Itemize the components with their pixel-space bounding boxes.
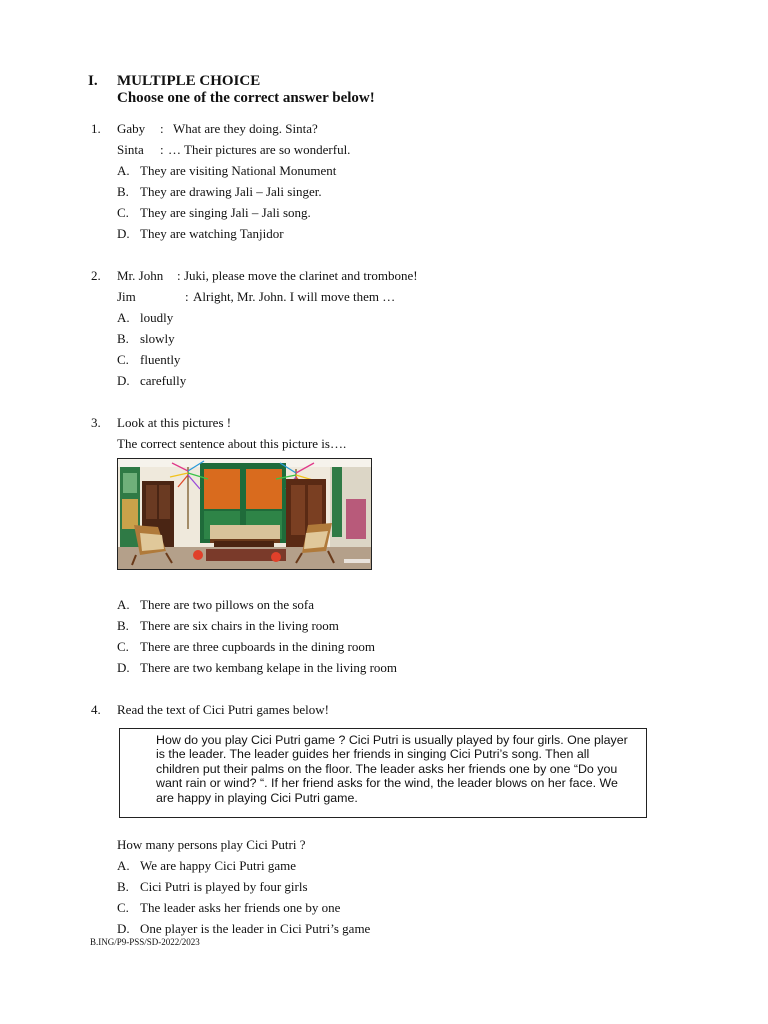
answer-option-c[interactable]: C. fluently [117,352,181,367]
dialogue-separator: : [160,121,164,136]
question-prompt: Read the text of Cici Putri games below! [117,702,329,717]
answer-option-d[interactable]: D. One player is the leader in Cici Putri’s game [117,921,371,936]
answer-option-a[interactable]: A. There are two pillows on the sofa [117,597,315,612]
answer-option-c[interactable]: C. The leader asks her friends one by one [117,900,341,915]
answer-option-d[interactable]: D. They are watching Tanjidor [117,226,284,241]
question-text: How many persons play Cici Putri ? [117,837,306,852]
dialogue-separator: : [185,289,189,304]
answer-option-b[interactable]: B. There are six chairs in the living room [117,618,339,633]
answer-option-c[interactable]: C. They are singing Jali – Jali song. [117,205,311,220]
question-number: 1. [91,121,101,136]
reading-passage: How do you play Cici Putri game ? Cici Putri is usually played by four girls. One player is the leader. The leader guides her friends in singing Cici Putri’s song. Then all children put their palms on the floor. The leader asks her friends one by one “Do you want rain or wind? “. If her friend asks for the wind, the leader blows on her face. We are happy in playing Cici Putri game. [156,733,628,805]
answer-option-b[interactable]: B. slowly [117,331,175,346]
dialogue-text: Juki, please move the clarinet and trombone! [184,268,418,283]
answer-option-b[interactable]: B. They are drawing Jali – Jali singer. [117,184,322,199]
answer-option-d[interactable]: D. carefully [117,373,187,388]
section-number: I. [88,73,98,89]
answer-option-b[interactable]: B. Cici Putri is played by four girls [117,879,308,894]
dialogue-separator: : [160,142,164,157]
page-footer: B.ING/P9-PSS/SD-2022/2023 [90,937,200,947]
question-prompt-2: The correct sentence about this picture is…. [117,436,347,451]
answer-option-c[interactable]: C. There are three cupboards in the dining room [117,639,375,654]
reading-passage-box [119,728,647,818]
living-room-photo [117,458,372,570]
question-prompt: Look at this pictures ! [117,415,232,430]
answer-option-a[interactable]: A. We are happy Cici Putri game [117,858,296,873]
dialogue-text: What are they doing. Sinta? [173,121,318,136]
answer-option-a[interactable]: A. They are visiting National Monument [117,163,337,178]
answer-option-d[interactable]: D. There are two kembang kelape in the living room [117,660,398,675]
answer-option-a[interactable]: A. loudly [117,310,174,325]
dialogue-speaker: Jim [117,289,136,304]
dialogue-text: … Their pictures are so wonderful. [168,142,351,157]
dialogue-text: Alright, Mr. John. I will move them … [193,289,396,304]
dialogue-speaker: Mr. John [117,268,164,283]
dialogue-speaker: Sinta [117,142,144,157]
question-number: 2. [91,268,101,283]
question-number: 3. [91,415,101,430]
dialogue-speaker: Gaby [117,121,146,136]
question-number: 4. [91,702,101,717]
section-instruction: Choose one of the correct answer below! [117,90,375,106]
section-title: MULTIPLE CHOICE [117,73,261,89]
dialogue-separator: : [177,268,181,283]
